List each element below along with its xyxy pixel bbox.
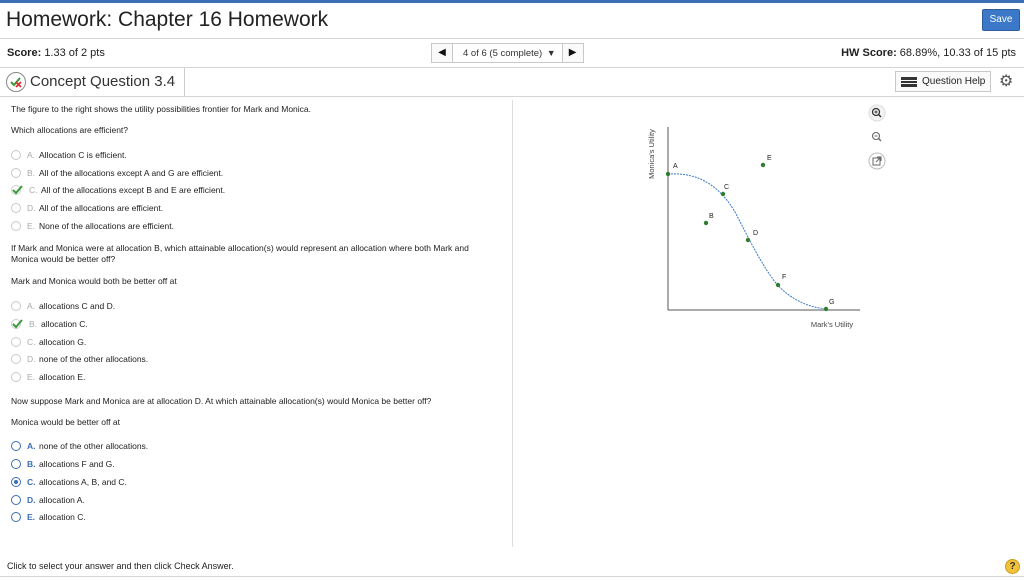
page-title: Homework: Chapter 16 Homework xyxy=(6,8,329,31)
help-icon[interactable]: ? xyxy=(1005,559,1020,574)
q1-option-a[interactable]: A. Allocation C is efficient. xyxy=(11,149,127,161)
chevron-down-icon: ▼ xyxy=(544,48,556,58)
next-question-button[interactable]: ▶ xyxy=(562,43,584,63)
point-a-label: A xyxy=(673,163,678,170)
partial-credit-icon xyxy=(6,72,26,92)
hw-score: HW Score: 68.89%, 10.33 of 15 pts xyxy=(841,47,1016,59)
question-help-label: Question Help xyxy=(922,76,986,87)
prev-question-button[interactable]: ◀ xyxy=(431,43,453,63)
open-external-icon[interactable] xyxy=(868,152,886,170)
divider xyxy=(0,576,1024,577)
radio-selected[interactable] xyxy=(11,477,21,487)
point-d xyxy=(746,238,750,242)
q1-option-c[interactable]: C. All of the allocations except B and E are efficient. xyxy=(11,184,225,196)
correct-check-icon xyxy=(11,319,23,329)
question-title: Concept Question 3.4 xyxy=(30,73,176,90)
radio[interactable] xyxy=(11,301,21,311)
point-g-label: G xyxy=(829,299,835,306)
radio[interactable] xyxy=(11,441,21,451)
question-navigator xyxy=(431,43,584,63)
panel-divider xyxy=(512,100,513,547)
zoom-out-icon[interactable] xyxy=(868,128,886,146)
q3-option-e[interactable]: E. allocation C. xyxy=(11,511,86,523)
radio[interactable] xyxy=(11,337,21,347)
question-dropdown[interactable] xyxy=(453,43,562,63)
list-icon xyxy=(901,77,917,87)
q2-option-c[interactable]: C. allocation G. xyxy=(11,336,86,348)
point-e xyxy=(761,163,765,167)
radio[interactable] xyxy=(11,150,21,160)
q2-prompt: Mark and Monica would both be better off at xyxy=(11,276,177,286)
save-button[interactable]: Save xyxy=(982,9,1020,31)
radio[interactable] xyxy=(11,512,21,522)
point-b-label: B xyxy=(709,213,714,220)
title-separator xyxy=(184,68,185,96)
radio[interactable] xyxy=(11,354,21,364)
y-axis-label: Monica's Utility xyxy=(647,129,656,179)
point-d-label: D xyxy=(753,230,759,237)
zoom-in-icon[interactable] xyxy=(868,104,886,122)
radio[interactable] xyxy=(11,459,21,469)
q3-option-b[interactable]: B. allocations F and G. xyxy=(11,458,115,470)
radio[interactable] xyxy=(11,221,21,231)
point-f-label: F xyxy=(782,274,787,281)
q2-stem: If Mark and Monica were at allocation B, which attainable allocation(s) would represent an allocation where both Mark and Monica would be better off? xyxy=(11,243,469,264)
question-position: 4 of 6 (5 complete) xyxy=(463,48,543,59)
divider xyxy=(0,96,1024,97)
radio[interactable] xyxy=(11,168,21,178)
q2-option-e[interactable]: E. allocation E. xyxy=(11,371,85,383)
divider xyxy=(0,38,1024,39)
q3-prompt: Monica would be better off at xyxy=(11,417,120,427)
q2-option-d[interactable]: D. none of the other allocations. xyxy=(11,353,148,365)
q3-option-a[interactable]: A. none of the other allocations. xyxy=(11,440,148,452)
q2-option-a[interactable]: A. allocations C and D. xyxy=(11,300,115,312)
score: Score: 1.33 of 2 pts xyxy=(7,47,105,59)
correct-check-icon xyxy=(11,185,23,195)
q1-option-d[interactable]: D. All of the allocations are efficient. xyxy=(11,202,163,214)
radio[interactable] xyxy=(11,372,21,382)
radio[interactable] xyxy=(11,203,21,213)
question-help-button[interactable] xyxy=(895,71,991,92)
q3-option-c[interactable]: C. allocations A, B, and C. xyxy=(11,476,127,488)
footer-instruction: Click to select your answer and then click Check Answer. xyxy=(7,561,234,571)
point-e-label: E xyxy=(767,155,772,162)
q1-stem: Which allocations are efficient? xyxy=(11,125,129,135)
q3-option-d[interactable]: D. allocation A. xyxy=(11,494,85,506)
radio[interactable] xyxy=(11,495,21,505)
q1-option-e[interactable]: E. None of the allocations are efficient. xyxy=(11,220,174,232)
point-f xyxy=(776,283,780,287)
point-a xyxy=(666,172,670,176)
x-axis-label: Mark's Utility xyxy=(810,320,854,329)
divider xyxy=(0,67,1024,68)
intro-text: The figure to the right shows the utility possibilities frontier for Mark and Monica. xyxy=(11,104,311,114)
q3-stem: Now suppose Mark and Monica are at allocation D. At which attainable allocation(s) would Monica be better off? xyxy=(11,396,432,406)
q1-option-b[interactable]: B. All of the allocations except A and G are efficient. xyxy=(11,167,223,179)
point-c xyxy=(721,192,725,196)
utility-possibilities-graph xyxy=(640,122,870,337)
gear-icon[interactable]: ⚙ xyxy=(999,73,1014,90)
point-c-label: C xyxy=(724,184,730,191)
point-b xyxy=(704,221,708,225)
top-accent-bar xyxy=(0,0,1024,3)
point-g xyxy=(824,307,828,311)
q2-option-b[interactable]: B. allocation C. xyxy=(11,318,88,330)
